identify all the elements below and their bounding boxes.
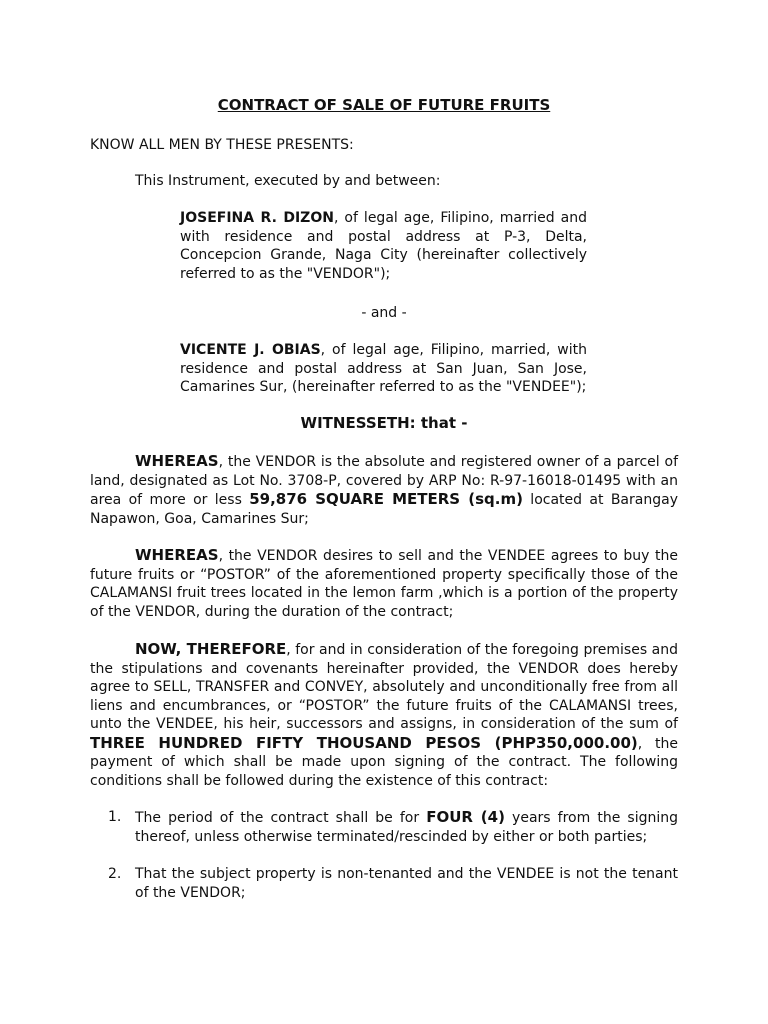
- whereas-lead-2: WHEREAS: [135, 546, 219, 564]
- condition-number: 2.: [108, 866, 122, 882]
- now-therefore-paragraph: [90, 640, 678, 790]
- vendor-paragraph: [180, 209, 587, 283]
- vendee-details: , of legal age, Filipino, married, with residence and postal address at San Juan, San Jose, Camarines Sur, (hereinafter referred to as the "VENDEE");: [180, 342, 587, 395]
- condition-text-b: years from the signing thereof, unless otherwise terminated/rescinded by either or both parties;: [135, 810, 678, 845]
- contract-amount: THREE HUNDRED FIFTY THOUSAND PESOS (PHP350,000.00): [90, 733, 638, 752]
- condition-text: [135, 808, 678, 846]
- now-therefore-text-a: , for and in consideration of the foregoing premises and the stipulations and covenants hereinafter provided, the VENDOR does hereby agree to SELL, TRANSFER and CONVEY, absolutely and unconditionally free from all liens and encumbrances, or “POSTOR” the future fruits of the CALAMANSI trees, unto the VENDEE, his heir, successors and assigns, in consideration of the sum of: [90, 642, 679, 732]
- condition-item: [90, 865, 678, 902]
- whereas-text-2: , the VENDOR desires to sell and the VENDEE agrees to buy the future fruits or “POSTOR” of the aforementioned property specifically those of the CALAMANSI fruit trees located in the lemon farm ,which is a portion of the property of the VENDOR, during the duration of the contract;: [90, 548, 678, 620]
- condition-text: [135, 865, 678, 902]
- instrument-intro: This Instrument, executed by and between:: [135, 173, 441, 189]
- contract-period: FOUR (4): [426, 808, 505, 826]
- whereas-lead-1: WHEREAS: [135, 452, 219, 470]
- whereas-text-1a: , the VENDOR is the absolute and registered owner of a parcel of land, designated as Lot No. 3708-P, covered by ARP No: R-97-16018-01495 with an area of more or less: [90, 454, 678, 508]
- condition-text-a: The period of the contract shall be for: [135, 810, 427, 826]
- condition-number: 1.: [108, 809, 122, 825]
- vendor-name: JOSEFINA R. DIZON: [180, 210, 334, 226]
- vendor-details: , of legal age, Filipino, married and with residence and postal address at P-3, Delta, Concepcion Grande, Naga City (hereinafter collectively referred to as the "VENDOR");: [180, 210, 587, 282]
- now-therefore-text-b: , the payment of which shall be made upon signing of the contract. The following conditions shall be followed during the existence of this contract:: [90, 735, 678, 789]
- whereas-text-1b: located at Barangay Napawon, Goa, Camarines Sur;: [90, 492, 678, 527]
- and-separator: - and -: [361, 305, 407, 321]
- condition-item: [90, 808, 678, 846]
- land-area: 59,876 SQUARE METERS (sq.m): [249, 490, 523, 508]
- witnesseth-heading: WITNESSETH: that -: [300, 414, 468, 432]
- whereas-paragraph-1: [90, 452, 678, 528]
- now-therefore-lead: NOW, THEREFORE: [135, 640, 287, 658]
- vendee-paragraph: [180, 341, 587, 397]
- document-title: CONTRACT OF SALE OF FUTURE FRUITS: [217, 96, 551, 114]
- whereas-paragraph-2: [90, 546, 678, 621]
- vendee-name: VICENTE J. OBIAS: [180, 342, 321, 358]
- know-all-heading: KNOW ALL MEN BY THESE PRESENTS:: [90, 137, 354, 153]
- condition-text-a: That the subject property is non-tenanted and the VENDEE is not the tenant of the VENDOR;: [135, 866, 678, 901]
